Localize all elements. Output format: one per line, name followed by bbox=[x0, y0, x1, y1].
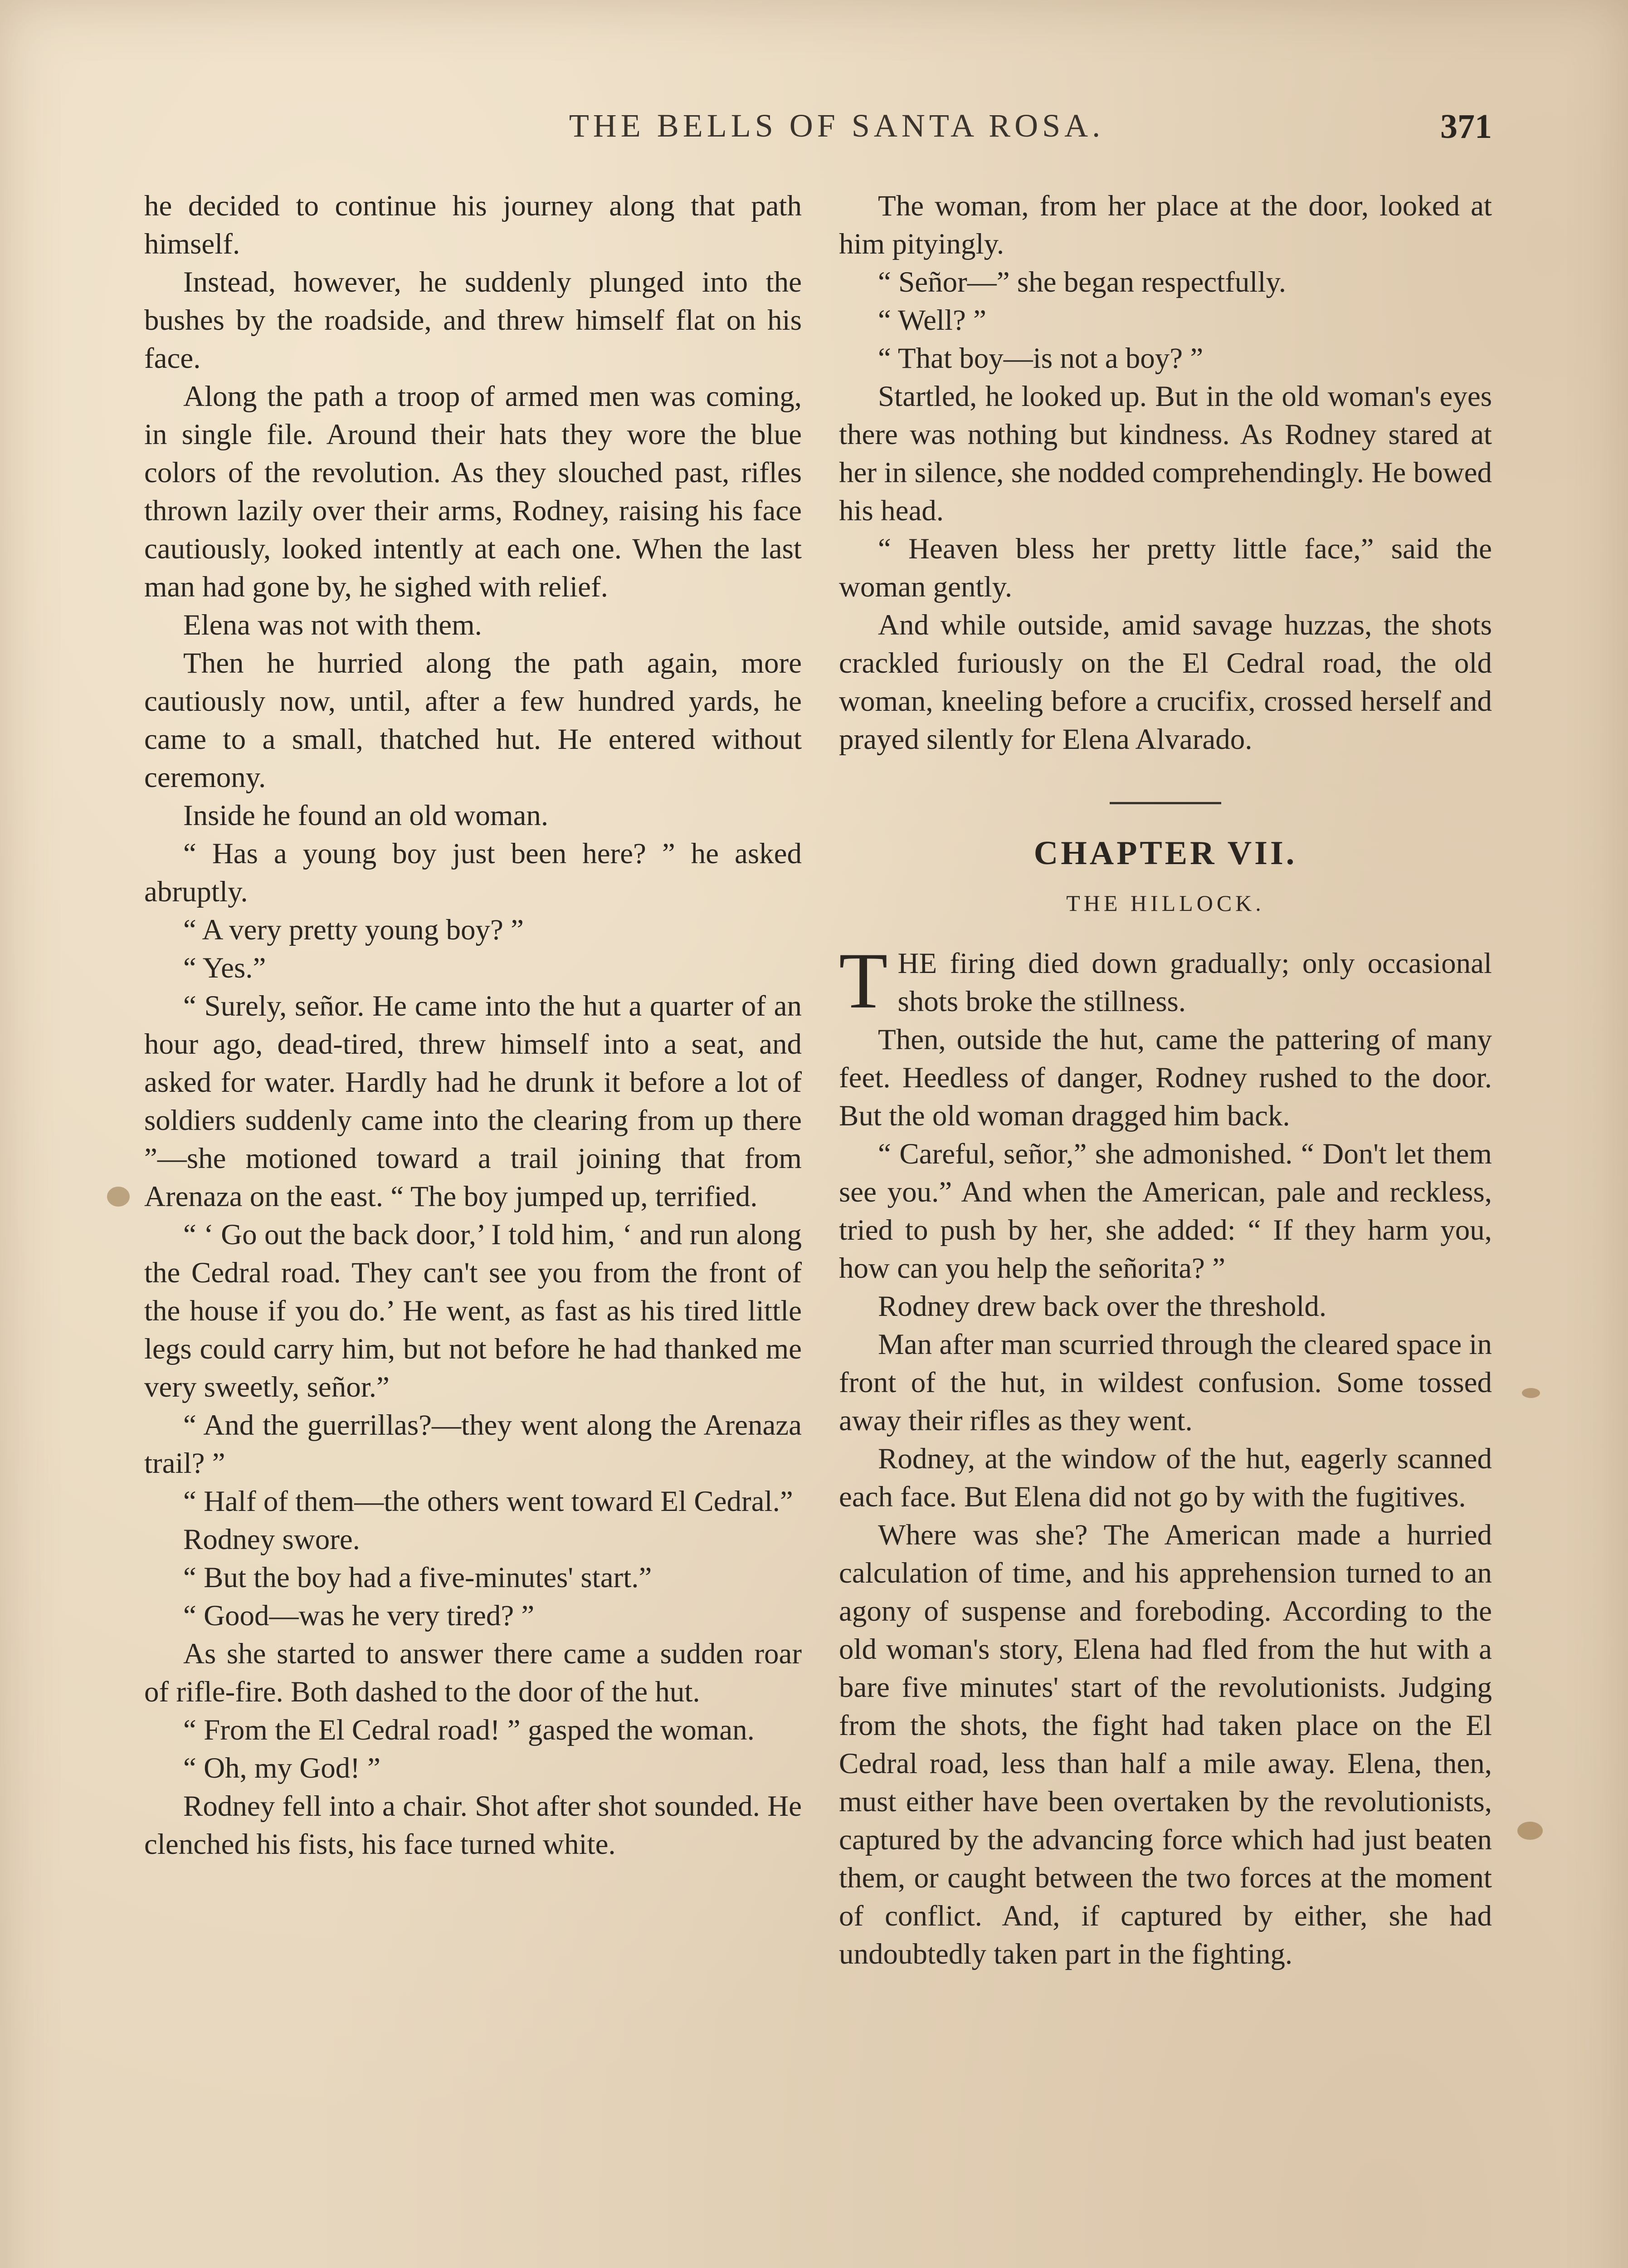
paragraph: “ Heaven bless her pretty little face,” said the woman gently. bbox=[839, 533, 1492, 603]
paragraph: Then, outside the hut, came the pattering of many feet. Heedless of danger, Rodney rushed to the door. But the old woman dragged him back. bbox=[839, 1023, 1492, 1132]
paragraph: “ Yes.” bbox=[183, 952, 266, 984]
paragraph: “ From the El Cedral road! ” gasped the woman. bbox=[183, 1714, 755, 1746]
left-column bbox=[144, 187, 802, 1863]
paragraph: The woman, from her place at the door, looked at him pityingly. bbox=[839, 190, 1492, 260]
paragraph: “ Half of them—the others went toward El Cedral.” bbox=[183, 1485, 793, 1518]
paragraph: he decided to continue his journey along that path himself. bbox=[144, 190, 802, 260]
paragraph: “ Surely, señor. He came into the hut a quarter of an hour ago, dead-tired, threw himself into a seat, and asked for water. Hardly had he drunk it before a lot of soldiers suddenly came into the clearing from up there ”—she motioned toward a trail joining that from Arenaza on the east. “ The boy jumped up, terrified. bbox=[144, 990, 802, 1213]
foxing-spot bbox=[1522, 1388, 1540, 1398]
chapter-subtitle: THE HILLOCK. bbox=[1066, 890, 1265, 916]
foxing-spot bbox=[1517, 1822, 1543, 1840]
paragraph: Rodney fell into a chair. Shot after shot sounded. He clenched his fists, his face turned white. bbox=[144, 1790, 802, 1861]
paragraph: Elena was not with them. bbox=[183, 609, 482, 641]
paragraph: Rodney, at the window of the hut, eagerly scanned each face. But Elena did not go by with the fugitives. bbox=[839, 1442, 1492, 1513]
paragraph: Inside he found an old woman. bbox=[183, 799, 549, 832]
opening-text: HE firing died down gradually; only occasional shots broke the stillness. bbox=[897, 947, 1492, 1018]
paragraph: Startled, he looked up. But in the old woman's eyes there was nothing but kindness. As Rodney stared at her in silence, she nodded comprehendingly. He bowed his head. bbox=[839, 380, 1492, 527]
paragraph: “ That boy—is not a boy? ” bbox=[878, 342, 1204, 375]
paragraph: “ And the guerrillas?—they went along the Arenaza trail? ” bbox=[144, 1409, 802, 1480]
chapter-divider bbox=[1110, 802, 1221, 804]
running-head: THE BELLS OF SANTA ROSA. bbox=[569, 108, 1105, 144]
chapter-opening bbox=[839, 937, 1492, 1025]
paragraph: “ Good—was he very tired? ” bbox=[183, 1599, 535, 1632]
paragraph: “ Well? ” bbox=[878, 304, 986, 337]
paragraph: As she started to answer there came a sudden roar of rifle-fire. Both dashed to the door of the hut. bbox=[144, 1637, 802, 1708]
paragraph: “ Careful, señor,” she admonished. “ Don't let them see you.” And when the American, pale and reckless, tried to push by her, she added: “ If they harm you, how can you help the señorita? ” bbox=[839, 1138, 1492, 1285]
paragraph: Where was she? The American made a hurried calculation of time, and his apprehension turned to an agony of suspense and foreboding. According to the old woman's story, Elena had fled from the hut with a bare five minutes' start of the revolutionists. Judging from the shots, the fight had taken place on the El Cedral road, less than half a mile away. Elena, then, must either have been overtaken by the revolutionists, captured by the advancing force which had just beaten them, or caught between the two forces at the moment of conflict. And, if captured by either, she had undoubtedly taken part in the fighting. bbox=[839, 1519, 1492, 1970]
paragraph: “ Oh, my God! ” bbox=[183, 1752, 381, 1784]
paragraph: “ Has a young boy just been here? ” he asked abruptly. bbox=[144, 837, 802, 908]
paragraph: “ ‘ Go out the back door,’ I told him, ‘ and run along the Cedral road. They can't see you from the front of the house if you do.’ He went, as fast as his tired little legs could carry him, but not before he had thanked me very sweetly, señor.” bbox=[144, 1218, 802, 1403]
paragraph: Then he hurried along the path again, more cautiously now, until, after a few hundred yards, he came to a small, thatched hut. He entered without ceremony. bbox=[144, 647, 802, 794]
paragraph: “ A very pretty young boy? ” bbox=[183, 914, 524, 946]
foxing-spot bbox=[107, 1187, 130, 1207]
paragraph: And while outside, amid savage huzzas, the shots crackled furiously on the El Cedral road, the old woman, kneeling before a crucifix, crossed herself and prayed silently for Elena Alvarado. bbox=[839, 609, 1492, 756]
paragraph: “ But the boy had a five-minutes' start.” bbox=[183, 1561, 652, 1594]
right-column bbox=[839, 187, 1492, 1973]
paragraph: Rodney drew back over the threshold. bbox=[878, 1290, 1327, 1323]
paragraph: Rodney swore. bbox=[183, 1523, 360, 1556]
paragraph: Man after man scurried through the cleared space in front of the hut, in wildest confusion. Some tossed away their rifles as they went. bbox=[839, 1328, 1492, 1437]
page-number: 371 bbox=[1440, 108, 1492, 146]
drop-cap: T bbox=[839, 937, 888, 1025]
paragraph: Along the path a troop of armed men was coming, in single file. Around their hats they wore the blue colors of the revolution. As they slouched past, rifles thrown lazily over their arms, Rodney, raising his face cautiously, looked intently at each one. When the last man had gone by, he sighed with relief. bbox=[144, 380, 802, 603]
paragraph: Instead, however, he suddenly plunged into the bushes by the roadside, and threw himself flat on his face. bbox=[144, 266, 802, 375]
chapter-title: CHAPTER VII. bbox=[1033, 835, 1297, 872]
paragraph: “ Señor—” she began respectfully. bbox=[878, 266, 1287, 298]
